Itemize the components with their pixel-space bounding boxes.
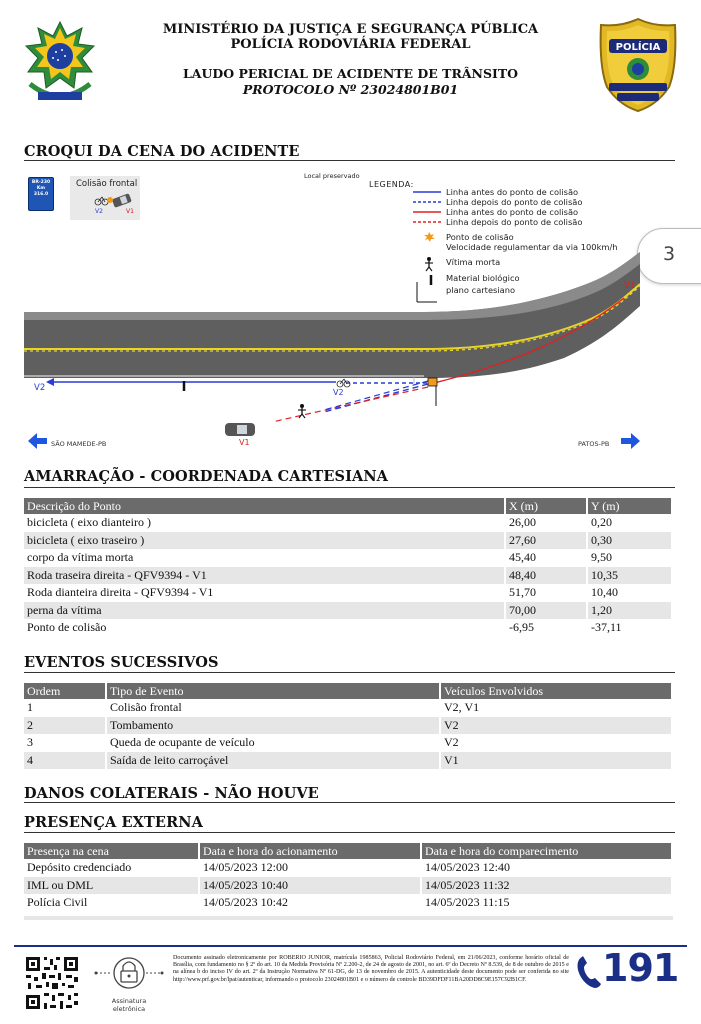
table-cell: 1: [24, 699, 106, 717]
v1-top-label: V1: [624, 281, 636, 291]
table-cell: V2: [440, 717, 672, 735]
table-cell: V1: [440, 752, 672, 770]
table-header-row: [24, 498, 672, 514]
table-row: [24, 894, 672, 912]
table-bottom-strip: [24, 916, 673, 920]
legend-collision-point: Ponto de colisão: [446, 232, 514, 242]
cartesian-coordinates-table: [24, 498, 673, 637]
table-cell: Polícia Civil: [24, 894, 199, 912]
svg-text:POLÍCIA: POLÍCIA: [615, 42, 661, 53]
arrow-right-icon: [620, 432, 640, 450]
v2-bike-label: V2: [333, 388, 344, 397]
table-header-cell: Tipo de Evento: [106, 683, 440, 699]
table-cell: corpo da vítima morta: [24, 549, 505, 567]
legend-red-solid: Linha antes do ponto de colisão: [446, 207, 579, 217]
legend-blue-solid: Linha antes do ponto de colisão: [446, 187, 579, 197]
footer-divider: [14, 945, 687, 947]
hotline-number: 191: [602, 946, 679, 990]
table-cell: bicicleta ( eixo dianteiro ): [24, 514, 505, 532]
eventos-section-title: EVENTOS SUCESSIVOS: [24, 654, 219, 671]
table-row: [24, 549, 672, 567]
legend-fatal-victim: Vítima morta: [446, 257, 501, 267]
table-row: [24, 619, 672, 637]
table-cell: 26,00: [505, 514, 587, 532]
table-row: [24, 734, 672, 752]
ministry-line: MINISTÉRIO DA JUSTIÇA E SEGURANÇA PÚBLICA: [162, 22, 539, 37]
collision-v1-label: V1: [126, 208, 134, 215]
table-header-cell: Data e hora do acionamento: [199, 843, 421, 859]
table-cell: 14/05/2023 10:40: [199, 877, 421, 895]
section-divider: [24, 487, 675, 488]
section-divider: [24, 160, 675, 161]
table-row: [24, 532, 672, 550]
table-cell: 14/05/2023 12:00: [199, 859, 421, 877]
table-cell: 45,40: [505, 549, 587, 567]
table-row: [24, 877, 672, 895]
table-header-cell: Presença na cena: [24, 843, 199, 859]
section-divider: [24, 802, 675, 803]
table-cell: 10,35: [587, 567, 672, 585]
table-cell: 9,50: [587, 549, 672, 567]
signature-label: [94, 997, 164, 1013]
electronic-signature-notice: Documento assinado eletronicamente por ROBERIO JUNIOR, matrícula 1985863, Policial Rodoviário Federal, em 21/06/2023, conforme horário oficial de Brasília, com fundamento no § 2º do art. 10 da Medida Provisória Nº 2.200-2, de 24 de agosto de 2001, no art. 6º do Decreto Nº 8.539, de 8 de outubro de 2015 e na alínea b do inciso IV do art. 2º da Instrução Normativa Nº 61-DG, de 13 de novembro de 2015. A autenticidade deste documento pode ser conferida no site http://www.prf.gov.br/lpat/autenticar, informando o protocolo 23024801B01 e o número de controle BD39DFDF11BA20DD8C9E157C92B1CF.: [173, 955, 569, 983]
table-header-cell: X (m): [505, 498, 587, 514]
table-cell: -6,95: [505, 619, 587, 637]
table-cell: 4: [24, 752, 106, 770]
direction-right-label: PATOS-PB: [578, 440, 610, 448]
legend-biological-material: Material biológico: [446, 273, 520, 283]
table-cell: Tombamento: [106, 717, 440, 735]
table-cell: V2: [440, 734, 672, 752]
collision-type-box: [70, 176, 140, 220]
table-cell: 48,40: [505, 567, 587, 585]
page-number: 3: [663, 243, 676, 265]
table-cell: Roda dianteira direita - QFV9394 - V1: [24, 584, 505, 602]
page-number-tab: [637, 228, 701, 284]
table-cell: 70,00: [505, 602, 587, 620]
prf-badge-logo: [597, 17, 679, 113]
arrow-left-icon: [28, 432, 48, 450]
legend-red-dashed: Linha depois do ponto de colisão: [446, 217, 583, 227]
croqui-section-title: CROQUI DA CENA DO ACIDENTE: [24, 143, 300, 160]
table-cell: 0,30: [587, 532, 672, 550]
direction-left-label: SÃO MAMEDE-PB: [51, 440, 107, 448]
table-cell: Queda de ocupante de veículo: [106, 734, 440, 752]
table-cell: 14/05/2023 11:15: [421, 894, 672, 912]
table-cell: Saída de leito carroçável: [106, 752, 440, 770]
table-cell: 27,60: [505, 532, 587, 550]
table-cell: 51,70: [505, 584, 587, 602]
successive-events-table: [24, 683, 673, 769]
v2-left-label: V2: [34, 383, 46, 393]
table-cell: 2: [24, 717, 106, 735]
phone-icon: [576, 955, 604, 989]
table-row: [24, 567, 672, 585]
table-row: [24, 859, 672, 877]
table-row: [24, 752, 672, 770]
table-row: [24, 602, 672, 620]
table-cell: IML ou DML: [24, 877, 199, 895]
table-row: [24, 717, 672, 735]
table-cell: Roda traseira direita - QFV9394 - V1: [24, 567, 505, 585]
table-cell: V2, V1: [440, 699, 672, 717]
legend-cartesian-plane: plano cartesiano: [446, 285, 516, 295]
table-cell: perna da vítima: [24, 602, 505, 620]
table-row: [24, 584, 672, 602]
road-sign-icon: [28, 177, 54, 211]
external-presence-table: [24, 843, 673, 912]
table-cell: 3: [24, 734, 106, 752]
agency-line: POLÍCIA RODOVIÁRIA FEDERAL: [230, 37, 471, 52]
signature-lock-icon: [94, 950, 164, 996]
table-header-cell: Y (m): [587, 498, 672, 514]
table-row: [24, 699, 672, 717]
table-header-row: [24, 843, 672, 859]
section-divider: [24, 672, 675, 673]
road-sign-highway: BR-230: [31, 180, 51, 185]
table-cell: Ponto de colisão: [24, 619, 505, 637]
road-sign-km-label: Km: [36, 186, 46, 191]
table-cell: 10,40: [587, 584, 672, 602]
table-cell: 14/05/2023 12:40: [421, 859, 672, 877]
table-cell: Depósito credenciado: [24, 859, 199, 877]
table-header-cell: Descrição do Ponto: [24, 498, 505, 514]
legend-speed-limit: Velocidade regulamentar da via 100km/h: [446, 242, 618, 252]
section-divider: [24, 832, 675, 833]
table-header-cell: Veículos Envolvidos: [440, 683, 672, 699]
legend-blue-dashed: Linha depois do ponto de colisão: [446, 197, 583, 207]
collision-type-label: Colisão frontal: [76, 179, 138, 189]
table-header-cell: Data e hora do comparecimento: [421, 843, 672, 859]
qr-code-icon[interactable]: [24, 955, 80, 1011]
signature-label-line1: Assinatura: [111, 997, 147, 1005]
table-header-row: [24, 683, 672, 699]
table-cell: 1,20: [587, 602, 672, 620]
presenca-section-title: PRESENÇA EXTERNA: [24, 814, 203, 831]
legend-title: LEGENDA:: [369, 180, 414, 189]
local-preservado-label: Local preservado: [304, 172, 360, 180]
table-cell: -37,11: [587, 619, 672, 637]
protocol-number: PROTOCOLO Nº 23024801B01: [242, 82, 459, 97]
collision-v2-label: V2: [95, 208, 103, 215]
signature-label-line2: eletrônica: [112, 1005, 146, 1013]
table-cell: 0,20: [587, 514, 672, 532]
table-cell: Colisão frontal: [106, 699, 440, 717]
road-sign-km-value: 316.0: [33, 192, 49, 197]
table-cell: bicicleta ( eixo traseiro ): [24, 532, 505, 550]
table-row: [24, 514, 672, 532]
road-scene-diagram: [24, 250, 640, 450]
amarracao-section-title: AMARRAÇÃO - COORDENADA CARTESIANA: [24, 468, 389, 485]
table-header-cell: Ordem: [24, 683, 106, 699]
document-title: LAUDO PERICIAL DE ACIDENTE DE TRÂNSITO: [182, 66, 519, 81]
table-cell: 14/05/2023 11:32: [421, 877, 672, 895]
v1-car-label: V1: [239, 438, 250, 447]
table-cell: 14/05/2023 10:42: [199, 894, 421, 912]
danos-section-title: DANOS COLATERAIS - NÃO HOUVE: [24, 785, 319, 802]
